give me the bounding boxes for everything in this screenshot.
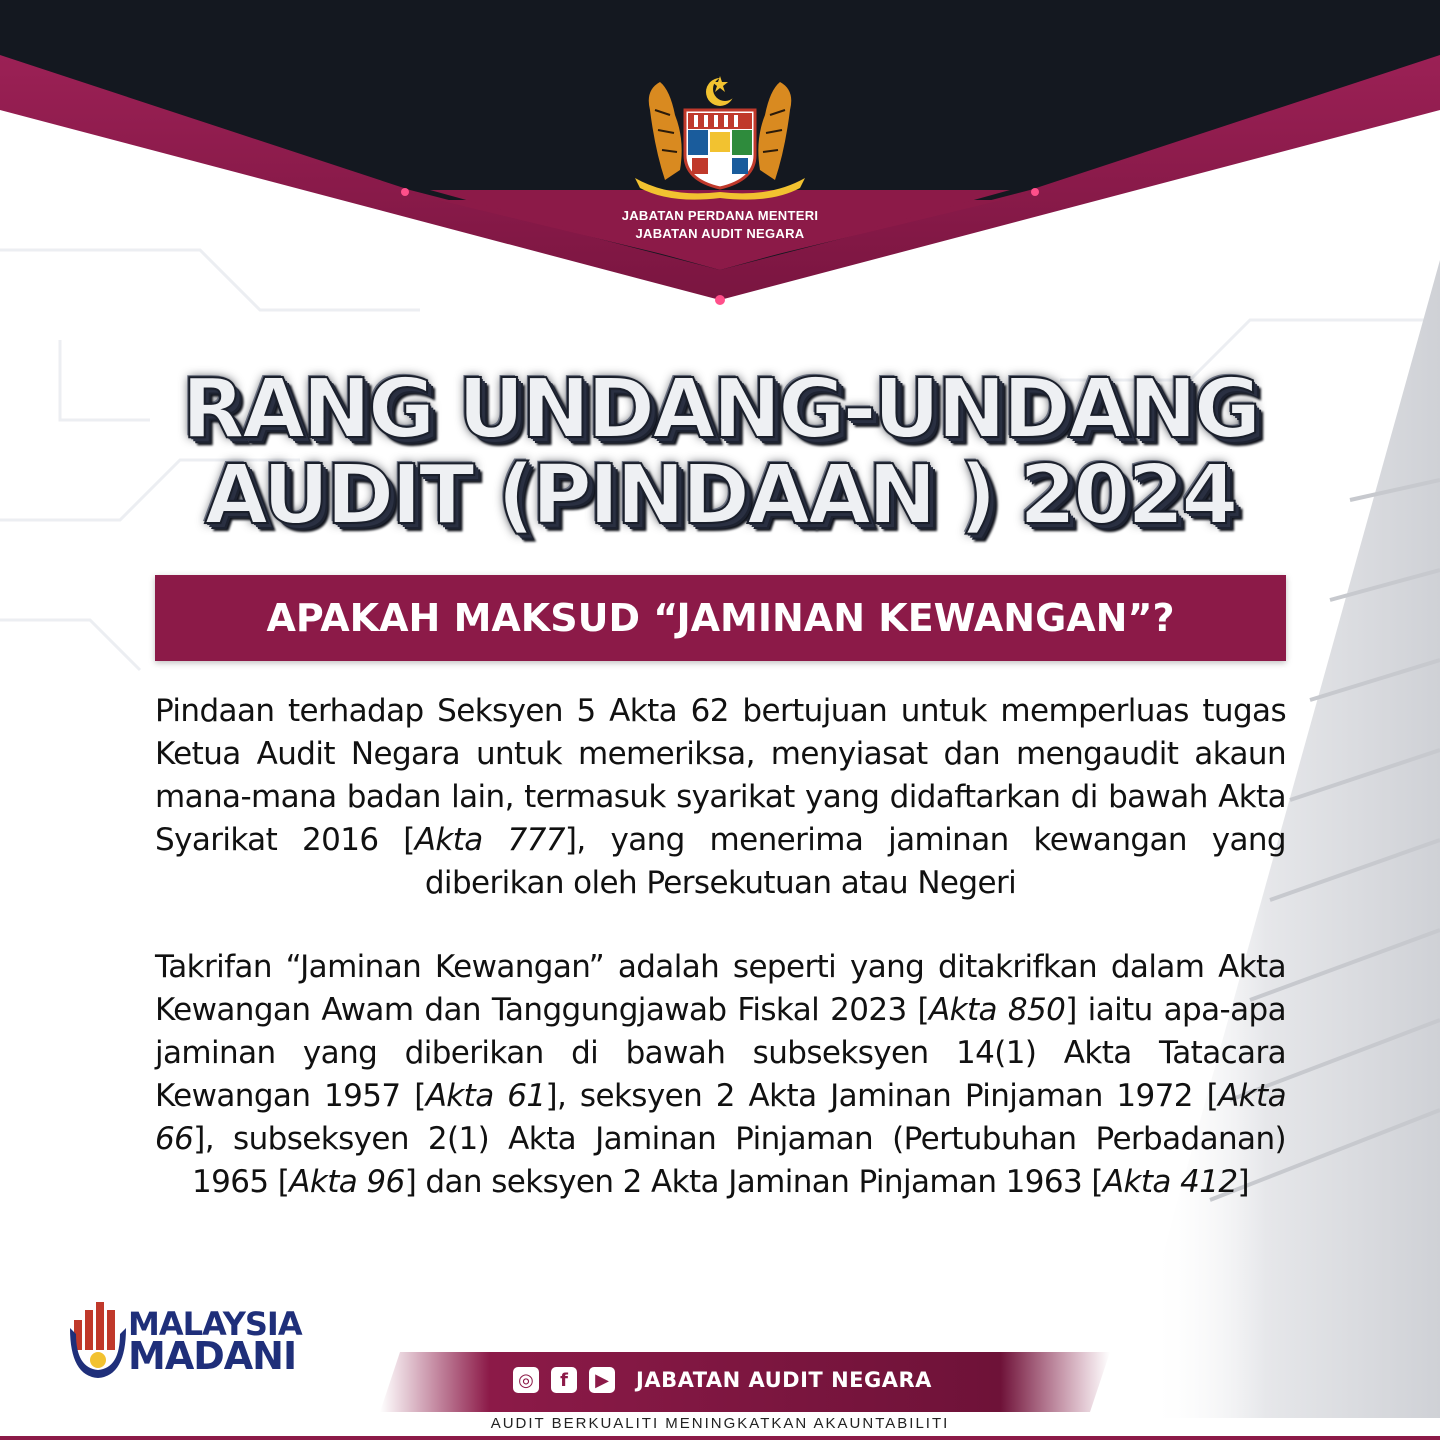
youtube-icon[interactable]: ▶ xyxy=(589,1367,615,1393)
paragraph-2 xyxy=(155,946,1286,1204)
page-title-line1: RANG UNDANG-UNDANG xyxy=(181,362,1259,457)
department-name: JABATAN AUDIT NEGARA xyxy=(635,226,805,241)
coat-of-arms-icon xyxy=(630,70,810,200)
madani-logo-line1: MALAYSIA xyxy=(128,1305,302,1343)
ministry-name: JABATAN PERDANA MENTERI xyxy=(621,208,819,223)
act-reference: Akta 96 xyxy=(289,1164,405,1200)
website-icon[interactable]: ◎ xyxy=(513,1367,539,1393)
paragraph-2-text: ] xyxy=(1237,1164,1249,1200)
paragraph-2-text: ] dan seksyen 2 Akta Jaminan Pinjaman 1963 [ xyxy=(404,1164,1103,1200)
paragraph-1-text: Pindaan terhadap Seksyen 5 Akta 62 bertujuan untuk memperluas tugas Ketua Audit Negara untuk memeriksa, menyiasat dan mengaudit akaun mana-mana badan lain, termasuk syarikat yang didaftarkan di bawah Akta Syarikat 2016 [ xyxy=(155,693,1286,858)
subtitle-banner xyxy=(155,575,1286,661)
act-reference: Akta 777 xyxy=(414,822,565,858)
social-icons xyxy=(513,1367,615,1393)
footer-department-name: JABATAN AUDIT NEGARA xyxy=(636,1368,932,1392)
facebook-icon[interactable]: f xyxy=(551,1367,577,1393)
subtitle-text: APAKAH MAKSUD “JAMINAN KEWANGAN”? xyxy=(266,596,1175,640)
paragraph-1-text: ], yang menerima jaminan kewangan yang diberikan oleh Persekutuan atau Negeri xyxy=(424,822,1286,901)
paragraph-2-text: Takrifan “Jaminan Kewangan” adalah seperti yang ditakrifkan dalam Akta Kewangan Awam dan Tanggungjawab Fiskal 2023 [ xyxy=(155,949,1286,1028)
paragraph-2-text: ] iaitu apa-apa jaminan yang diberikan di bawah subseksyen 14(1) Akta Tatacara Kewangan 1957 [ xyxy=(155,992,1286,1114)
act-reference: Akta 61 xyxy=(425,1078,546,1114)
paragraph-2-text: ], subseksyen 2(1) Akta Jaminan Pinjaman (Pertubuhan Perbadanan) 1965 [ xyxy=(192,1121,1286,1200)
page-title-line2: AUDIT (PINDAAN ) 2024 xyxy=(204,448,1236,543)
act-reference: Akta 66 xyxy=(155,1078,1286,1157)
act-reference: Akta 412 xyxy=(1102,1164,1238,1200)
paragraph-2-text: ], seksyen 2 Akta Jaminan Pinjaman 1972 [ xyxy=(545,1078,1219,1114)
footer-tagline: AUDIT BERKUALITI MENINGKATKAN AKAUNTABILITI xyxy=(490,1415,950,1432)
paragraph-1 xyxy=(155,690,1286,905)
madani-logo-line2: MADANI xyxy=(128,1334,297,1378)
malaysia-madani-logo-icon xyxy=(66,1298,136,1382)
act-reference: Akta 850 xyxy=(929,992,1066,1028)
